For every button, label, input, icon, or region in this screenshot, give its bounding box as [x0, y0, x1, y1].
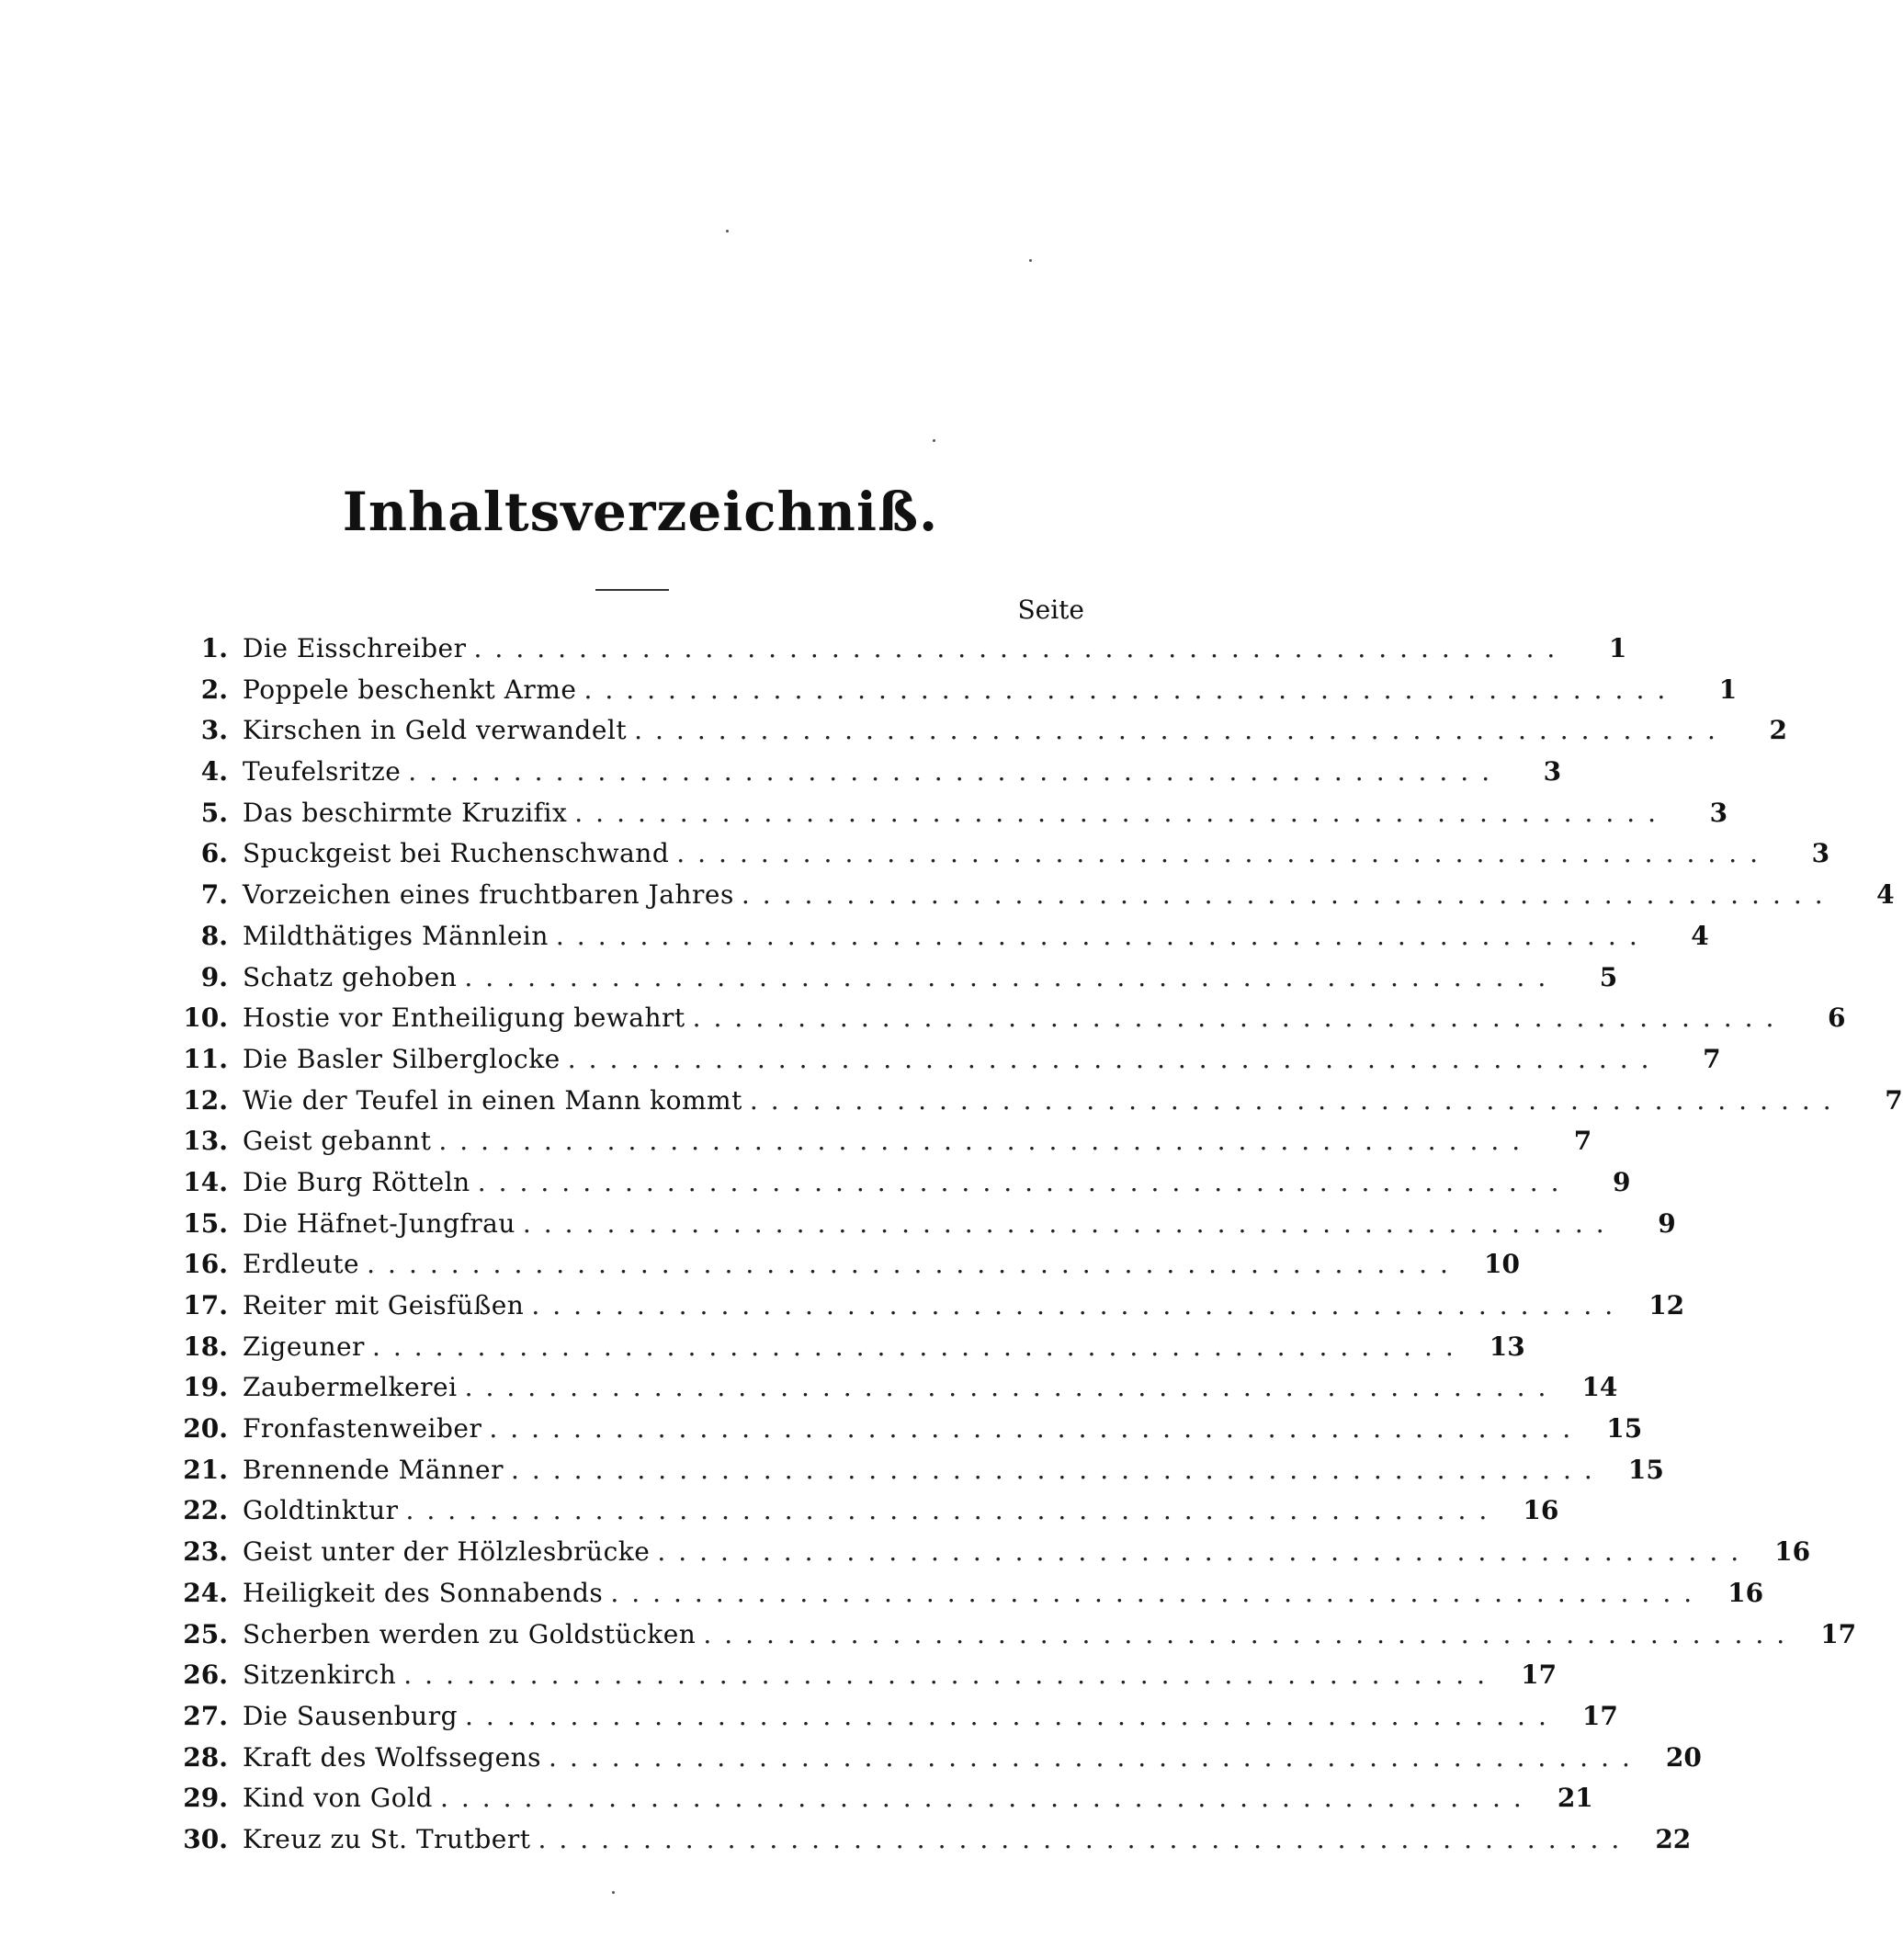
toc-entry-page: 3	[1709, 797, 1728, 828]
toc-dot-leader: ....................................................	[522, 1207, 1617, 1239]
toc-entry-number: 26.	[183, 1660, 228, 1691]
page-title: Inhaltsverzeichniß.	[342, 481, 939, 543]
toc-entry	[175, 1738, 1702, 1779]
toc-entry	[175, 1655, 1558, 1696]
toc-entry-number: 6.	[200, 838, 228, 869]
toc-entry-title: Teufelsritze	[243, 756, 402, 787]
toc-entry-page: 15	[1627, 1454, 1664, 1485]
toc-entry-page: 17	[1521, 1660, 1558, 1691]
toc-entry-page: 5	[1599, 961, 1618, 992]
toc-entry-page: 2	[1769, 715, 1787, 746]
toc-entry-title: Zigeuner	[243, 1331, 365, 1362]
toc-entry-number: 21.	[183, 1454, 228, 1485]
toc-dot-leader: ....................................................	[473, 633, 1569, 663]
toc-entry-number: 10.	[183, 1003, 228, 1034]
toc-entry-number: 23.	[183, 1536, 228, 1568]
toc-entry-page: 1	[1718, 674, 1738, 705]
toc-entry	[175, 670, 1738, 711]
toc-dot-leader: ....................................................	[703, 1618, 1798, 1649]
toc-entry-title: Heiligkeit des Sonnabends	[243, 1577, 604, 1608]
toc-entry-page: 10	[1484, 1249, 1520, 1280]
toc-entry	[175, 833, 1830, 875]
toc-entry	[175, 1081, 1903, 1122]
toc-dot-leader: ....................................................	[371, 1331, 1467, 1362]
toc-entry-number: 17.	[183, 1290, 228, 1320]
toc-dot-leader: ....................................................	[741, 879, 1836, 911]
toc-entry-number: 12.	[183, 1084, 228, 1116]
toc-entry-number: 4.	[200, 756, 228, 787]
toc-entry	[175, 1286, 1685, 1327]
toc-entry-page: 4	[1876, 879, 1895, 911]
toc-dot-leader: ....................................................	[555, 920, 1650, 951]
toc-dot-leader: ....................................................	[538, 1823, 1633, 1854]
toc-entry-number: 16.	[183, 1249, 228, 1280]
toc-dot-leader: ....................................................	[465, 1700, 1559, 1731]
toc-entry-page: 6	[1827, 1003, 1846, 1034]
toc-entry-number: 14.	[183, 1166, 228, 1197]
toc-dot-leader: ....................................................	[464, 961, 1559, 992]
toc-entry	[175, 1162, 1631, 1204]
toc-entry	[175, 875, 1895, 916]
toc-entry-title: Reiter mit Geisfüßen	[243, 1290, 525, 1320]
toc-entry-page: 20	[1665, 1741, 1702, 1773]
toc-entry-page: 9	[1613, 1166, 1631, 1197]
toc-entry-number: 2.	[200, 674, 228, 705]
table-of-contents	[175, 629, 1903, 1861]
toc-entry-title: Kreuz zu St. Trutbert	[243, 1823, 531, 1854]
toc-entry	[175, 1327, 1525, 1368]
toc-entry-title: Hostie vor Entheiligung bewahrt	[243, 1003, 685, 1034]
toc-entry-title: Brennende Männer	[243, 1454, 504, 1485]
toc-entry-page: 3	[1543, 756, 1562, 787]
toc-entry-number: 11.	[183, 1043, 228, 1074]
toc-dot-leader: ....................................................	[583, 674, 1679, 705]
toc-entry-number: 3.	[200, 715, 228, 746]
toc-entry-title: Die Burg Rötteln	[243, 1166, 470, 1197]
toc-entry-page: 16	[1523, 1495, 1559, 1526]
toc-entry	[175, 1039, 1721, 1081]
toc-entry-title: Poppele beschenkt Arme	[243, 674, 577, 705]
toc-dot-leader: ....................................................	[510, 1454, 1605, 1485]
toc-entry	[175, 1204, 1676, 1245]
toc-entry-number: 29.	[183, 1783, 228, 1814]
toc-dot-leader: ....................................................	[657, 1536, 1752, 1568]
toc-dot-leader: ....................................................	[464, 1372, 1559, 1403]
print-speck	[933, 439, 935, 442]
toc-entry	[175, 1532, 1811, 1573]
toc-entry-number: 9.	[200, 961, 228, 992]
toc-dot-leader: ....................................................	[610, 1577, 1705, 1608]
toc-entry	[175, 629, 1627, 670]
print-speck	[1029, 259, 1032, 262]
toc-entry	[175, 1450, 1664, 1491]
toc-entry-page: 7	[1573, 1126, 1592, 1157]
toc-dot-leader: ....................................................	[439, 1783, 1535, 1814]
toc-entry	[175, 793, 1728, 834]
toc-entry-number: 19.	[183, 1372, 228, 1403]
toc-dot-leader: ....................................................	[367, 1249, 1461, 1280]
toc-entry-number: 13.	[183, 1126, 228, 1157]
toc-entry-page: 12	[1648, 1290, 1685, 1320]
toc-entry	[175, 1696, 1618, 1738]
toc-entry-title: Die Basler Silberglocke	[243, 1043, 561, 1074]
toc-entry	[175, 1614, 1857, 1656]
toc-entry-number: 30.	[183, 1823, 228, 1854]
toc-entry-number: 5.	[200, 797, 228, 828]
toc-entry-page: 17	[1581, 1700, 1618, 1731]
toc-entry-page: 16	[1727, 1577, 1764, 1608]
toc-entry-title: Geist gebannt	[243, 1126, 432, 1157]
toc-entry-title: Zaubermelkerei	[243, 1372, 458, 1403]
toc-entry	[175, 1778, 1593, 1819]
toc-entry-page: 16	[1774, 1536, 1811, 1568]
toc-entry-number: 20.	[183, 1413, 228, 1445]
print-speck	[612, 1891, 615, 1894]
toc-dot-leader: ....................................................	[692, 1003, 1787, 1034]
toc-entry-title: Sitzenkirch	[243, 1660, 397, 1691]
toc-entry-title: Die Eisschreiber	[243, 633, 467, 663]
toc-dot-leader: ....................................................	[405, 1495, 1501, 1526]
toc-entry-number: 22.	[183, 1495, 228, 1526]
toc-entry-title: Kraft des Wolfssegens	[243, 1741, 542, 1773]
toc-entry-number: 24.	[183, 1577, 228, 1608]
toc-entry-title: Spuckgeist bei Ruchenschwand	[243, 838, 670, 869]
toc-entry-title: Erdleute	[243, 1249, 360, 1280]
toc-entry-page: 7	[1703, 1043, 1721, 1074]
toc-entry-page: 22	[1655, 1823, 1692, 1854]
toc-entry-page: 4	[1691, 920, 1709, 951]
toc-entry	[175, 957, 1618, 999]
toc-entry-title: Schatz gehoben	[243, 961, 458, 992]
toc-entry-title: Fronfastenweiber	[243, 1413, 482, 1445]
toc-entry-page: 7	[1885, 1084, 1903, 1116]
toc-entry	[175, 1573, 1764, 1614]
toc-entry-title: Die Häfnet-Jungfrau	[243, 1207, 515, 1239]
toc-entry-page: 21	[1557, 1783, 1593, 1814]
toc-entry-number: 8.	[200, 920, 228, 951]
toc-dot-leader: ....................................................	[438, 1126, 1534, 1157]
toc-entry-page: 1	[1608, 633, 1627, 663]
toc-entry-page: 17	[1820, 1618, 1857, 1649]
toc-dot-leader: ....................................................	[574, 797, 1670, 828]
toc-entry-title: Die Sausenburg	[243, 1700, 459, 1731]
toc-entry	[175, 710, 1787, 752]
toc-entry-page: 15	[1606, 1413, 1643, 1445]
print-speck	[726, 230, 729, 232]
toc-entry	[175, 1244, 1520, 1286]
toc-entry-number: 7.	[200, 879, 228, 911]
toc-entry-title: Scherben werden zu Goldstücken	[243, 1618, 697, 1649]
toc-entry-title: Das beschirmte Kruzifix	[243, 797, 568, 828]
toc-entry-page: 3	[1811, 838, 1830, 869]
title-divider	[595, 589, 669, 591]
toc-entry-title: Wie der Teufel in einen Mann kommt	[243, 1084, 742, 1116]
toc-entry-number: 18.	[183, 1331, 228, 1362]
toc-dot-leader: ....................................................	[549, 1741, 1643, 1773]
toc-entry-title: Vorzeichen eines fruchtbaren Jahres	[243, 879, 734, 911]
toc-entry	[175, 1121, 1592, 1162]
toc-dot-leader: ....................................................	[403, 1660, 1499, 1691]
page-column-header: Seite	[1017, 595, 1084, 625]
toc-entry-number: 1.	[200, 633, 228, 663]
toc-dot-leader: ....................................................	[567, 1043, 1662, 1074]
toc-dot-leader: ....................................................	[531, 1290, 1626, 1320]
toc-entry-number: 25.	[183, 1618, 228, 1649]
toc-dot-leader: ....................................................	[634, 715, 1728, 746]
toc-dot-leader: ....................................................	[408, 756, 1503, 787]
toc-entry-number: 27.	[183, 1700, 228, 1731]
toc-entry-title: Kirschen in Geld verwandelt	[243, 715, 628, 746]
toc-entry-title: Mildthätiges Männlein	[243, 920, 549, 951]
toc-entry	[175, 998, 1846, 1039]
toc-entry	[175, 1490, 1559, 1532]
toc-dot-leader: ....................................................	[676, 838, 1772, 869]
toc-entry	[175, 1819, 1692, 1861]
toc-entry	[175, 752, 1562, 793]
toc-entry	[175, 916, 1709, 957]
toc-entry	[175, 1367, 1618, 1409]
toc-entry-page: 13	[1489, 1331, 1525, 1362]
toc-entry-number: 15.	[183, 1207, 228, 1239]
toc-entry-title: Goldtinktur	[243, 1495, 399, 1526]
toc-entry-page: 14	[1581, 1372, 1618, 1403]
toc-dot-leader: ....................................................	[749, 1084, 1844, 1116]
toc-entry-title: Kind von Gold	[243, 1783, 433, 1814]
toc-dot-leader: ....................................................	[477, 1166, 1572, 1197]
toc-dot-leader: ....................................................	[489, 1413, 1584, 1445]
toc-entry	[175, 1409, 1643, 1450]
toc-entry-title: Geist unter der Hölzlesbrücke	[243, 1536, 651, 1568]
toc-entry-number: 28.	[183, 1741, 228, 1773]
toc-entry-page: 9	[1658, 1207, 1676, 1239]
